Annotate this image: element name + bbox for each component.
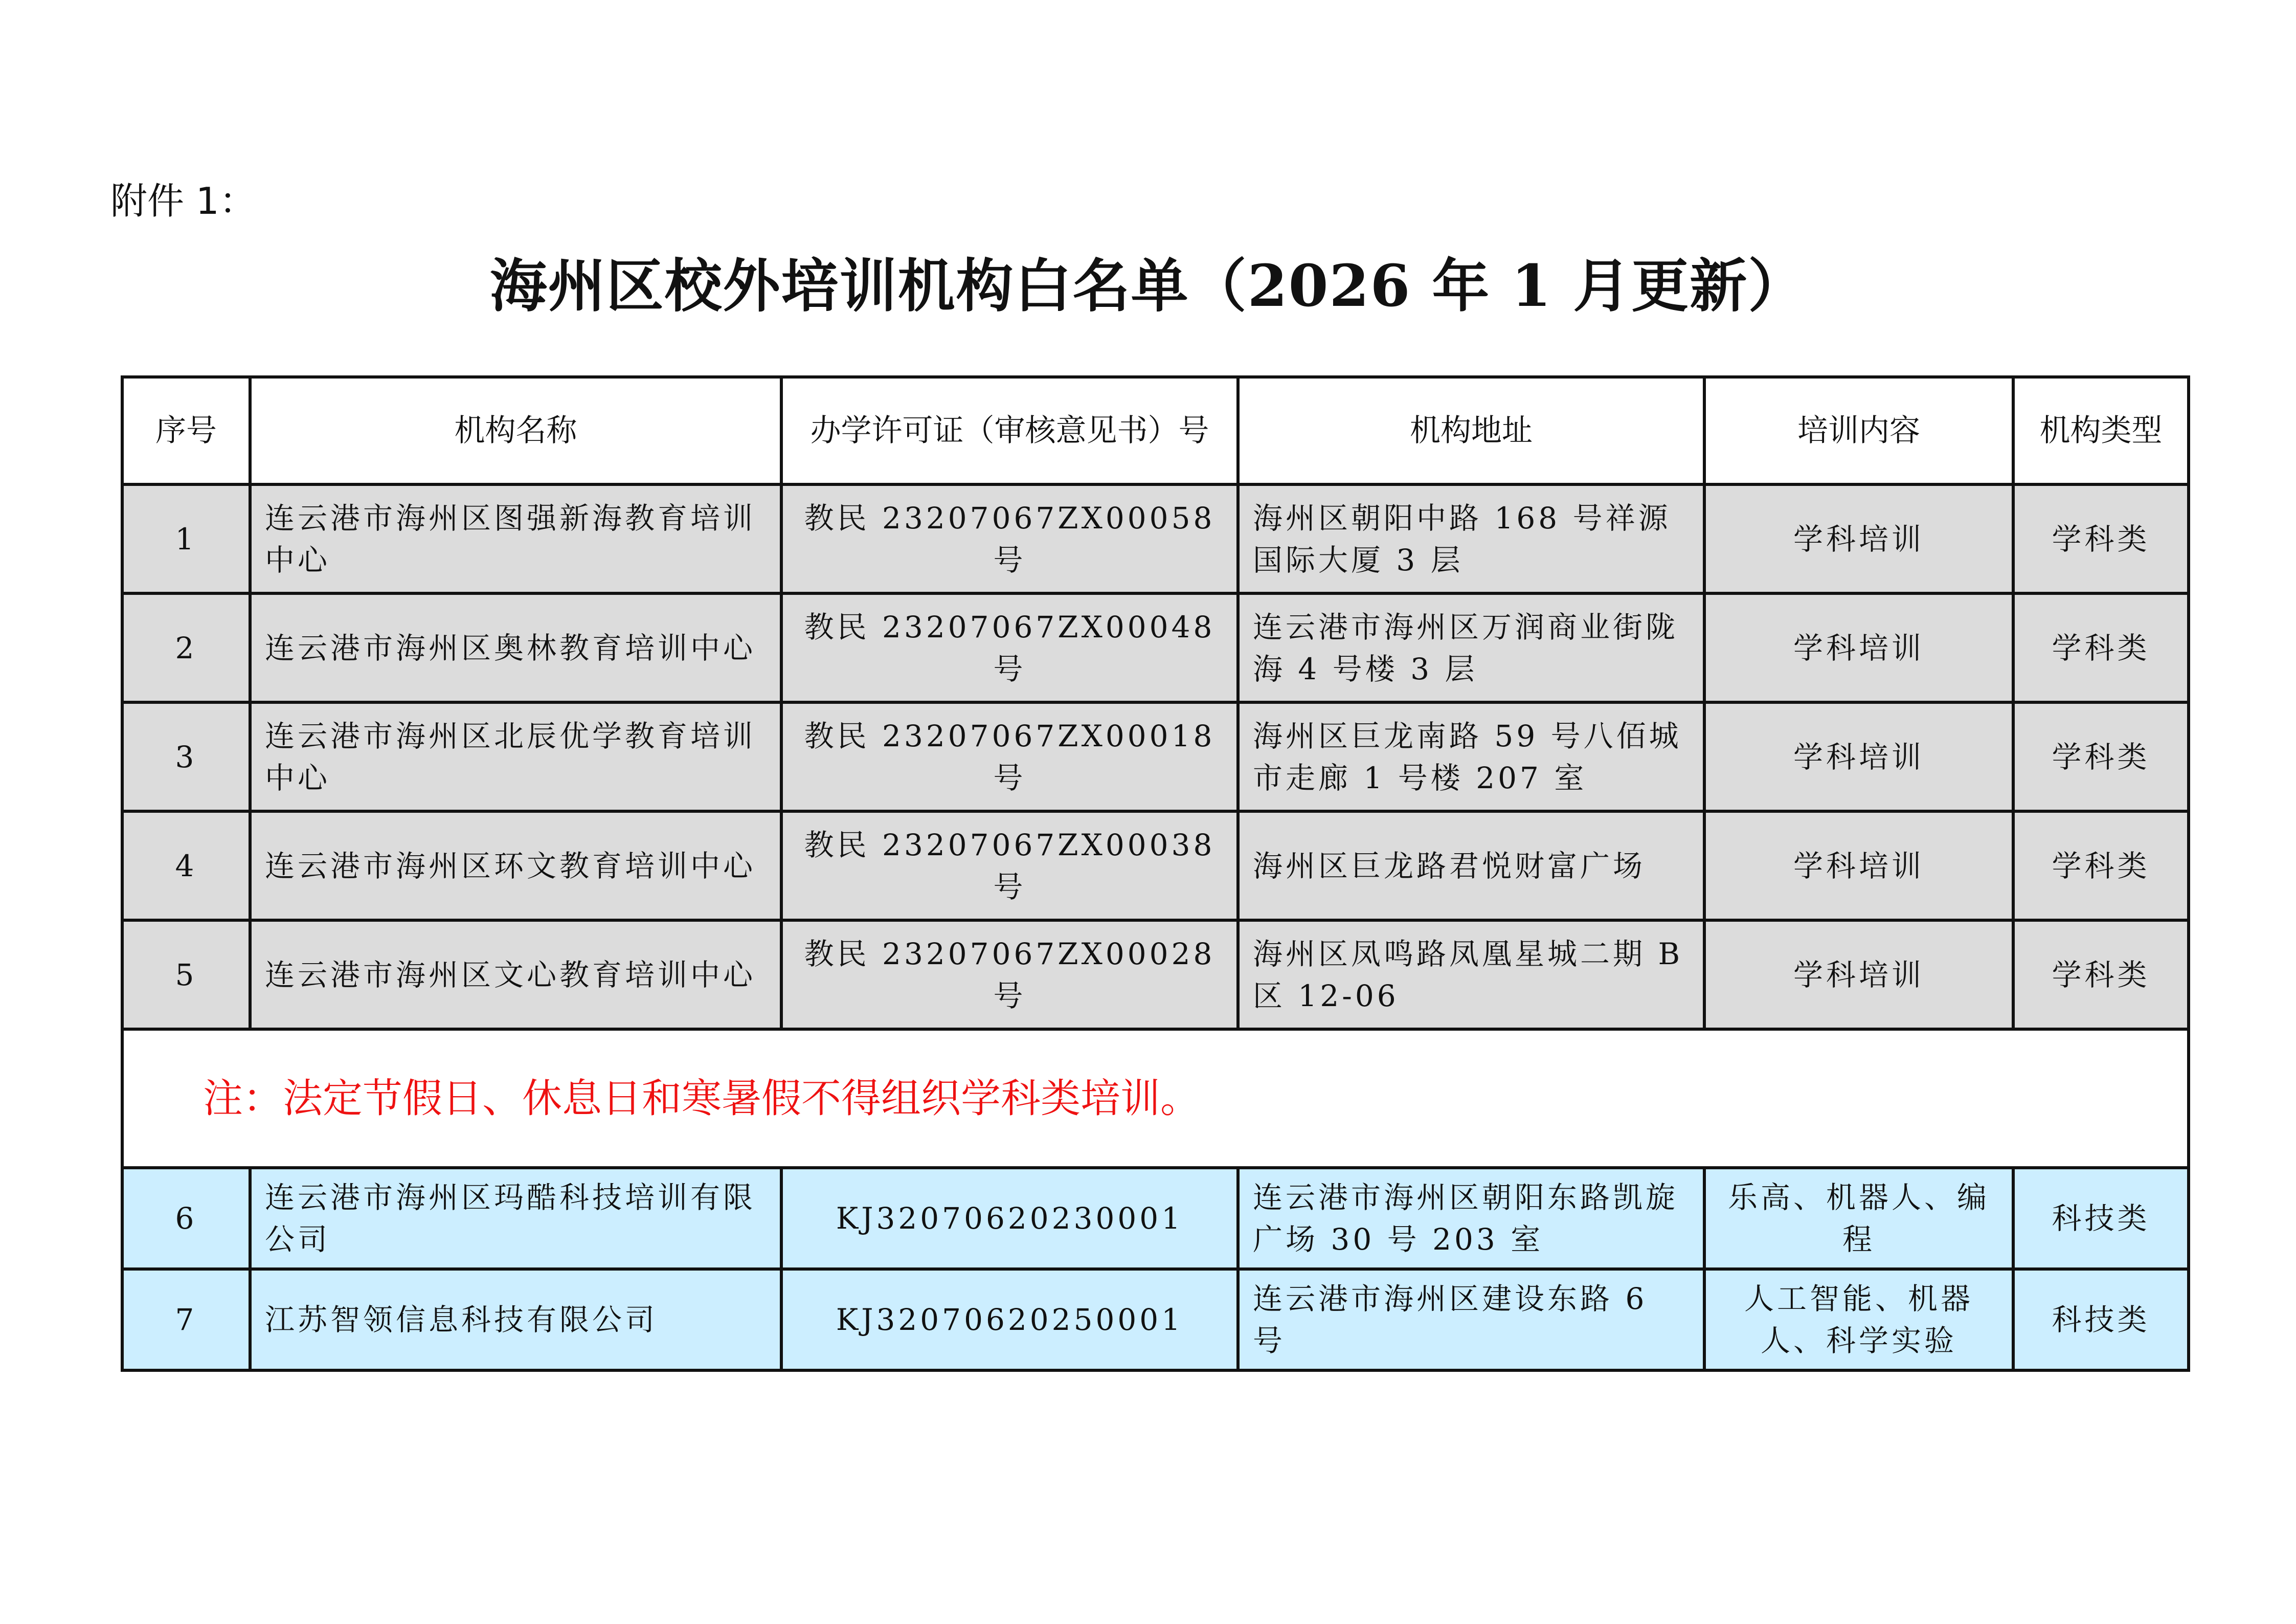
cell-no: 2	[122, 593, 250, 702]
table-header-row	[122, 377, 2189, 484]
cell-name: 连云港市海州区文心教育培训中心	[250, 920, 781, 1029]
table-row	[122, 593, 2189, 702]
cell-type: 学科类	[2013, 920, 2189, 1029]
table-row	[122, 484, 2189, 593]
cell-no: 7	[122, 1269, 250, 1370]
cell-name: 连云港市海州区奥林教育培训中心	[250, 593, 781, 702]
table-row	[122, 1168, 2189, 1269]
cell-no: 6	[122, 1168, 250, 1269]
cell-type: 学科类	[2013, 484, 2189, 593]
page-title: 海州区校外培训机构白名单（2026 年 1 月更新）	[489, 253, 1807, 320]
table-row	[122, 1269, 2189, 1370]
cell-address: 海州区巨龙路君悦财富广场	[1238, 811, 1704, 920]
cell-type: 学科类	[2013, 593, 2189, 702]
cell-name: 连云港市海州区北辰优学教育培训中心	[250, 702, 781, 811]
header-name: 机构名称	[250, 377, 781, 484]
cell-license: 教民 23207067ZX00018 号	[781, 702, 1238, 811]
cell-license: KJ32070620230001	[781, 1168, 1238, 1269]
cell-name: 连云港市海州区图强新海教育培训中心	[250, 484, 781, 593]
cell-license: 教民 23207067ZX00058 号	[781, 484, 1238, 593]
cell-content: 学科培训	[1704, 593, 2013, 702]
cell-name: 江苏智领信息科技有限公司	[250, 1269, 781, 1370]
cell-license: 教民 23207067ZX00038 号	[781, 811, 1238, 920]
cell-license: 教民 23207067ZX00048 号	[781, 593, 1238, 702]
header-no: 序号	[122, 377, 250, 484]
cell-address: 连云港市海州区朝阳东路凯旋广场 30 号 203 室	[1238, 1168, 1704, 1269]
cell-address: 连云港市海州区建设东路 6 号	[1238, 1269, 1704, 1370]
table-row	[122, 811, 2189, 920]
cell-content: 学科培训	[1704, 702, 2013, 811]
cell-address: 海州区凤鸣路凤凰星城二期 B 区 12-06	[1238, 920, 1704, 1029]
cell-address: 连云港市海州区万润商业街陇海 4 号楼 3 层	[1238, 593, 1704, 702]
cell-content: 学科培训	[1704, 484, 2013, 593]
header-address: 机构地址	[1238, 377, 1704, 484]
cell-address: 海州区巨龙南路 59 号八佰城市走廊 1 号楼 207 室	[1238, 702, 1704, 811]
cell-type: 科技类	[2013, 1269, 2189, 1370]
cell-no: 3	[122, 702, 250, 811]
header-type: 机构类型	[2013, 377, 2189, 484]
table-row	[122, 920, 2189, 1029]
cell-license: 教民 23207067ZX00028 号	[781, 920, 1238, 1029]
cell-address: 海州区朝阳中路 168 号祥源国际大厦 3 层	[1238, 484, 1704, 593]
cell-type: 学科类	[2013, 702, 2189, 811]
whitelist-table	[121, 375, 2190, 1372]
cell-no: 5	[122, 920, 250, 1029]
cell-content: 乐高、机器人、编程	[1704, 1168, 2013, 1269]
cell-license: KJ32070620250001	[781, 1269, 1238, 1370]
table-row	[122, 702, 2189, 811]
header-content: 培训内容	[1704, 377, 2013, 484]
cell-name: 连云港市海州区环文教育培训中心	[250, 811, 781, 920]
cell-no: 4	[122, 811, 250, 920]
cell-content: 学科培训	[1704, 811, 2013, 920]
cell-no: 1	[122, 484, 250, 593]
cell-content: 人工智能、机器人、科学实验	[1704, 1269, 2013, 1370]
note-text: 注：法定节假日、休息日和寒暑假不得组织学科类培训。	[122, 1029, 2189, 1168]
header-license: 办学许可证（审核意见书）号	[781, 377, 1238, 484]
cell-name: 连云港市海州区玛酷科技培训有限公司	[250, 1168, 781, 1269]
cell-content: 学科培训	[1704, 920, 2013, 1029]
cell-type: 科技类	[2013, 1168, 2189, 1269]
attachment-label: 附件 1：	[110, 180, 256, 223]
cell-type: 学科类	[2013, 811, 2189, 920]
